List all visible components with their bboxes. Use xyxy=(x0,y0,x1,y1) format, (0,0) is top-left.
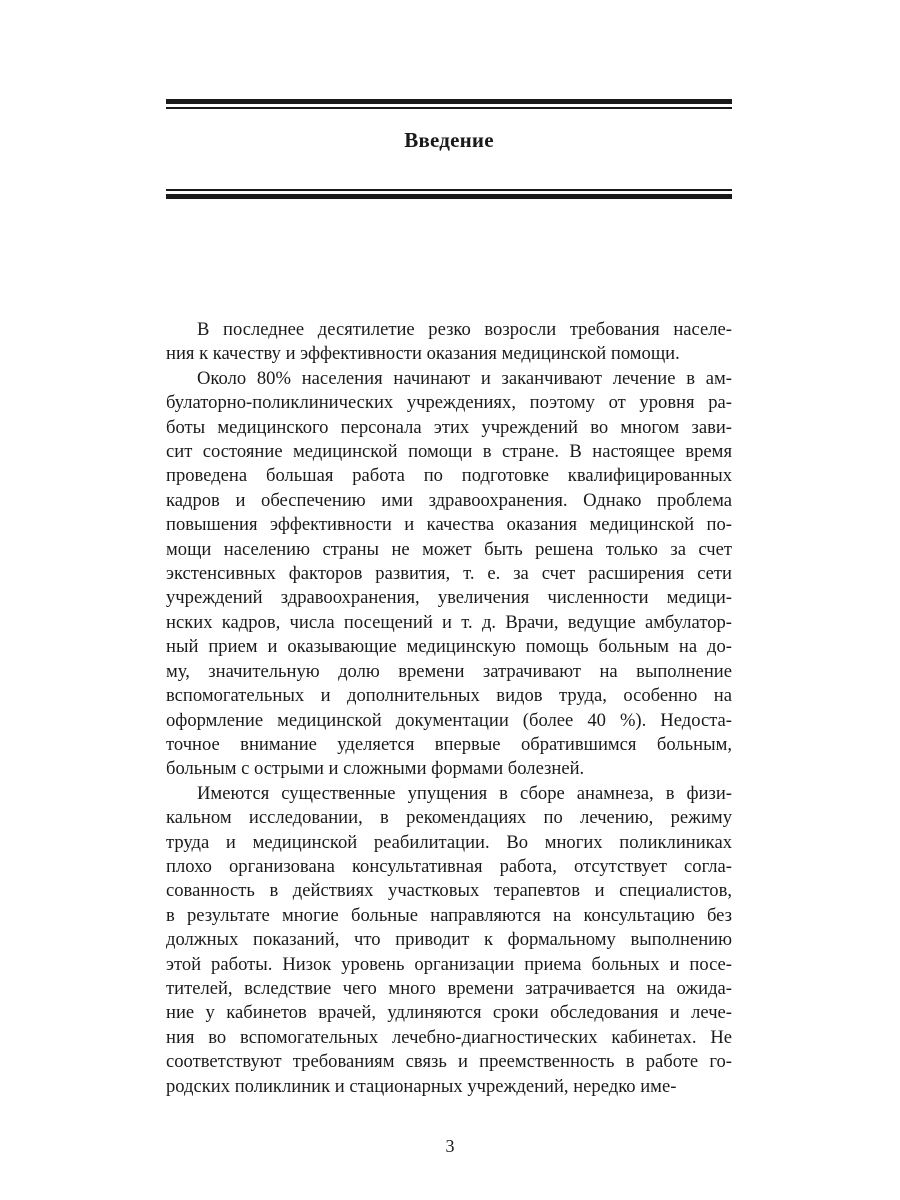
text-line: труда и медицинской реабилитации. Во многих поликлиниках xyxy=(166,831,732,853)
text-line: плохо организована консультативная работа, отсутствует согла- xyxy=(166,855,732,877)
text-line: му, значительную долю времени затрачивают на выполнение xyxy=(166,660,732,682)
text-line: в результате многие больные направляются на консультацию без xyxy=(166,904,732,926)
page-number: 3 xyxy=(445,1136,455,1156)
text-line: Около 80% населения начинают и заканчивают лечение в ам- xyxy=(197,367,732,389)
body-text xyxy=(166,318,732,1099)
text-line: Имеются существенные упущения в сборе анамнеза, в физи- xyxy=(197,782,732,804)
text-line: этой работы. Низок уровень организации приема больных и посе- xyxy=(166,953,732,975)
text-line: должных показаний, что приводит к формальному выполнению xyxy=(166,929,732,951)
paragraph xyxy=(166,782,732,1099)
text-line: булаторно-поликлинических учреждениях, поэтому от уровня ра- xyxy=(166,392,732,414)
text-line: точное внимание уделяется впервые обратившимся больным, xyxy=(166,733,732,755)
paragraph xyxy=(166,318,732,367)
text-line: ния к качеству и эффективности оказания медицинской помощи. xyxy=(166,343,680,365)
text-line: повышения эффективности и качества оказания медицинской по- xyxy=(166,514,732,536)
text-line: ния во вспомогательных лечебно-диагностических кабинетах. Не xyxy=(166,1026,732,1048)
text-line: мощи населению страны не может быть решена только за счет xyxy=(166,538,732,560)
text-line: соответствуют требованиям связь и преемственность в работе го- xyxy=(166,1051,732,1073)
text-line: оформление медицинской документации (более 40 %). Недоста- xyxy=(166,709,732,731)
text-line: родских поликлиник и стационарных учреждений, нередко име- xyxy=(166,1075,677,1097)
text-line: проведена большая работа по подготовке квалифицированных xyxy=(166,465,732,487)
top-thin-line xyxy=(166,107,732,109)
text-line: кальном исследовании, в рекомендациях по лечению, режиму xyxy=(166,807,732,829)
text-line: больным с острыми и сложными формами болезней. xyxy=(166,758,585,780)
paragraph xyxy=(166,367,732,782)
text-line: ный прием и оказывающие медицинскую помощь больным на до- xyxy=(166,636,732,658)
top-rule xyxy=(166,99,732,109)
text-line: тителей, вследствие чего много времени затрачивается на ожида- xyxy=(166,977,732,999)
text-line: сит состояние медицинской помощи в стране. В настоящее время xyxy=(166,441,732,463)
text-line: учреждений здравоохранения, увеличения численности медици- xyxy=(166,587,732,609)
text-line: экстенсивных факторов развития, т. е. за счет расширения сети xyxy=(166,563,732,585)
text-line: нских кадров, числа посещений и т. д. Врачи, ведущие амбулатор- xyxy=(166,611,732,633)
text-line: ние у кабинетов врачей, удлиняются сроки обследования и лече- xyxy=(166,1002,732,1024)
text-line: В последнее десятилетие резко возросли требования населе- xyxy=(197,319,732,340)
text-line: сованность в действиях участковых терапевтов и специалистов, xyxy=(166,880,732,902)
text-line: вспомогательных и дополнительных видов труда, особенно на xyxy=(166,685,732,707)
bottom-thick-line xyxy=(166,194,732,199)
text-line: боты медицинского персонала этих учреждений во многом зави- xyxy=(166,416,732,438)
chapter-title: Введение xyxy=(404,128,494,152)
text-line: кадров и обеспечению ими здравоохранения. Однако проблема xyxy=(166,489,732,511)
bottom-rule xyxy=(166,189,732,199)
